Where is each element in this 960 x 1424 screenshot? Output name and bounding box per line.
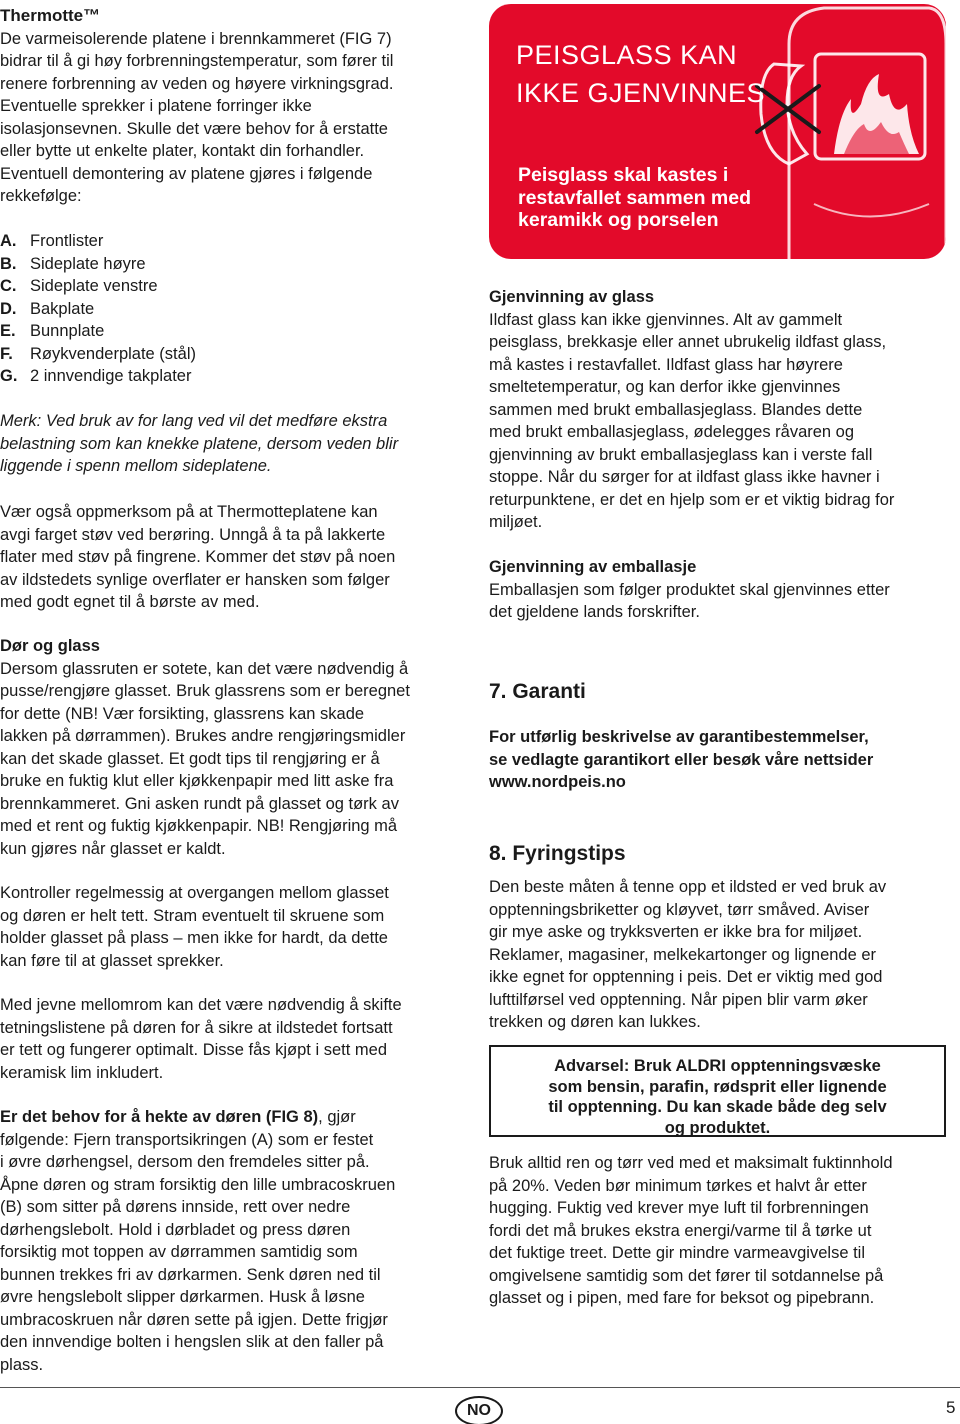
glass-recycling-heading: Gjenvinning av glass xyxy=(489,288,655,306)
gasket-paragraph: Med jevne mellomrom kan det være nødvendig å skifte tetningslistene på døren for å sikre at ildstedet fortsatt er tett og fungerer optimalt. Disse fås kjøpt i sett med keramisk lim inkludert. xyxy=(0,996,402,1082)
packaging-section xyxy=(489,556,890,624)
list-item: F. Røykvenderplate (stål) xyxy=(0,344,196,363)
dust-paragraph: Vær også oppmerksom på at Thermotteplatene kan avgi farget støv ved berøring. Unngå å ta på lakkerte flater med støv på fingrene. Kommer det støv på noen av ildstedets synlige overflater er hansken som følger med godt egnet til å børste av med. xyxy=(0,503,396,611)
dry-wood-paragraph: Bruk alltid ren og tørr ved med et maksimalt fuktinnhold på 20%. Veden bør minimum tørkes et halvt år etter hugging. Fuktig ved krever mye luft til forbrenningen fordi det må brukes ekstra energi/varme til å tørke ut det fuktige treet. Dette gir mindre varmeavgivelse til omgivelsene samtidig som det fører til sotdannelse på glasset og i pipen, med fare for beksot og pipebrann. xyxy=(489,1154,893,1307)
warranty-paragraph: For utførlig beskrivelse av garantibestemmelser, se vedlagte garantikort eller besøk våre nettsider www.nordpeis.no xyxy=(489,726,873,794)
banner-subtitle: Peisglass skal kastes i restavfallet sammen med keramikk og porselen xyxy=(518,164,752,231)
thermotte-heading: Thermotte™ xyxy=(0,6,101,25)
door-glass-heading: Dør og glass xyxy=(0,637,100,655)
list-item: E. Bunnplate xyxy=(0,322,105,340)
seal-check-paragraph: Kontroller regelmessig at overgangen mellom glasset og døren er helt tett. Stram eventuelt til skruene som holder glasset på plass – men ikke for hardt, da dette kan føre til at glasset sprekker. xyxy=(0,884,389,970)
list-item: C. Sideplate venstre xyxy=(0,277,158,295)
glass-recycling-paragraph: Ildfast glass kan ikke gjenvinnes. Alt av gammelt peisglass, brekkasje eller annet ubrukelig ildfast glass, må kastes i restavfallet. Ildfast glass har høyrere smeltetemperatur, og kan derfor ikke gjenvinnes sammen med brukt emballasjeglass. Blandes dette med brukt emballasjeglass, ødelegges råvaren og gjenvinning av brukt emballasjeglass kan i verste fall stoppe. Når du sørger for at ildfast glass ikke havner i returpunktene, er det en hjelp som er et viktig bidrag for miljøet. xyxy=(489,310,895,531)
list-item: B. Sideplate høyre xyxy=(0,254,146,273)
list-item: D. Bakplate xyxy=(0,299,95,318)
merk-note: Merk: Ved bruk av for lang ved vil det medføre ekstra belastning som kan knekke platene, dersom veden blir liggende i spenn mellom sideplatene. xyxy=(0,412,399,475)
list-item: A. Frontlister xyxy=(0,232,104,250)
glass-recycling-banner xyxy=(489,4,946,259)
warning-box: Advarsel: Bruk ALDRI opptenningsvæske som bensin, parafin, rødsprit eller lignende til opptenning. Du kan skade både deg selv og produktet. xyxy=(489,1045,946,1137)
list-item: G. 2 innvendige takplater xyxy=(0,367,192,385)
door-glass-paragraph: Dersom glassruten er sotete, kan det være nødvendig å pusse/rengjøre glasset. Bruk glassrens som er beregnet for dette (NB! Vær forsikting, glassrens kan skade lakken på dørrammen). Brukes andre rengjøringsmidler kan det skade glasset. Et godt tips til rengjøring er å bruke en fuktig klut eller kjøkkenpapir med litt aske fra brennkammeret. Gni asken rundt på glasset og tørk av med et rent og fuktig kjøkkenpapir. NB! Rengjøring må kun gjøres når glasset er kaldt. xyxy=(0,659,410,858)
door-glass-section xyxy=(0,635,410,860)
door-removal-paragraph: Er det behov for å hekte av døren (FIG 8), gjør følgende: Fjern transportsikringen (A) som er festet i øvre dørhengsel, dersom den fremdeles sitter på. Åpne døren og stram forsiktig den lille umbracoskruen (B) som sitter på dørens innside, rett over nedre dørhengslebolt. Hold i dørbladet og press døren forsiktig mot toppen av dørrammen samtidig som bunnen trekkes fri av dørkarmen. Senk døren ned til øvre hengslebolt slipper dørkarmen. Husk å løsne umbracoskruen når døren sette på igjen. Dette frigjør den innvendige bolten i hengslen slik at den faller på plass. xyxy=(0,1108,396,1374)
website-link: www.nordpeis.no xyxy=(489,773,626,791)
firing-tips-heading: 8. Fyringstips xyxy=(489,842,626,865)
warranty-heading: 7. Garanti xyxy=(489,680,586,703)
thermotte-paragraph: De varmeisolerende platene i brennkammeret (FIG 7) bidrar til å gi høy forbrenningstemperatur, som fører til renere forbrenning av veden og høyere virkningsgrad. Eventuelle sprekker i platene forringer ikke isolasjonsevnen. Skulle det være behov for å erstatte eller bytte ut enkelte plater, kontakt din forhandler. Eventuell demontering av platene gjøres i følgende rekkefølge: xyxy=(0,29,394,205)
banner-title: PEISGLASS KAN IKKE GJENVINNES xyxy=(516,40,766,108)
page-number: 5 xyxy=(946,1398,956,1417)
firing-tips-paragraph: Den beste måten å tenne opp et ildsted er ved bruk av opptenningsbriketter og kløyvet, tørr småved. Aviser gir mye aske og trykksverten er ikke bra for miljøet. Reklamer, magasiner, melkekartonger og lignende er ikke egnet for opptenning i peis. Det er viktig med god lufttilførsel ved opptenning. Når pipen blir varm øker trekken og døren kan lukkes. xyxy=(489,878,887,1031)
packaging-paragraph: Emballasjen som følger produktet skal gjenvinnes etter det gjeldene lands forskrifter. xyxy=(489,580,890,621)
packaging-heading: Gjenvinning av emballasje xyxy=(489,558,697,576)
language-badge: NO xyxy=(455,1396,503,1424)
footer-divider xyxy=(0,1387,960,1388)
plate-list xyxy=(0,230,196,388)
thermotte-section xyxy=(0,5,393,208)
glass-recycling-section xyxy=(489,286,894,534)
